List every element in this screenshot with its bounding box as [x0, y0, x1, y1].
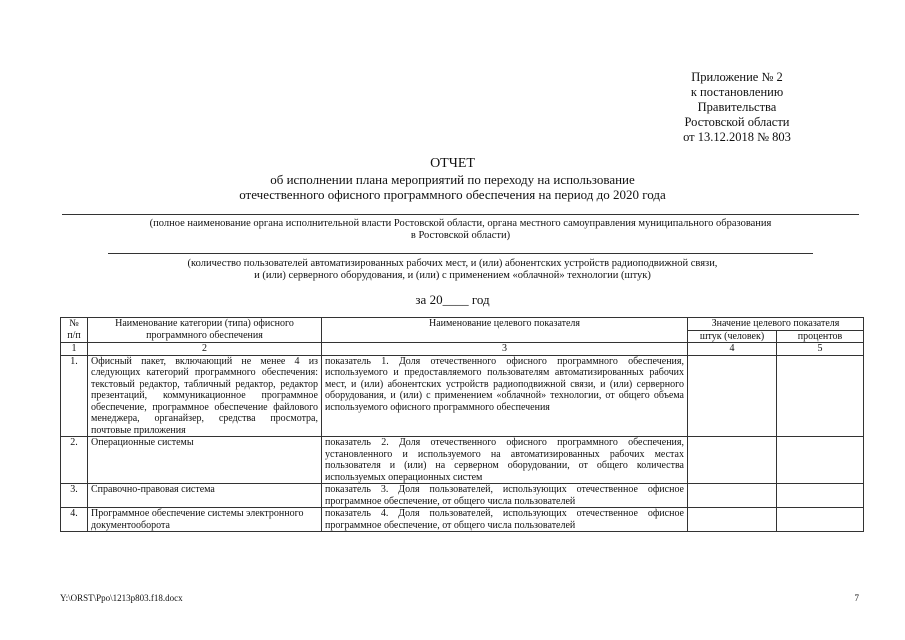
row-num: 2. [61, 437, 88, 484]
column-number: 2 [88, 343, 322, 356]
table-row [61, 484, 864, 508]
org-name-note [62, 218, 859, 242]
org-note-line2: в Ростовской области) [410, 230, 511, 241]
user-count-note [80, 258, 825, 282]
row-num: 4. [61, 508, 88, 532]
header-num: № п/п [61, 318, 88, 343]
row-category: Операционные системы [88, 437, 322, 484]
header-indicator: Наименование целевого показателя [322, 318, 688, 343]
row-category: Справочно-правовая система [88, 484, 322, 508]
table-row [61, 355, 864, 437]
header-category: Наименование категории (типа) офисного программного обеспечения [88, 318, 322, 343]
table-row [61, 508, 864, 532]
table-header-row [61, 318, 864, 331]
count-note-line1: (количество пользователей автоматизированных рабочих мест, и (или) абонентских устройств радиоподвижной связи, [187, 258, 718, 269]
report-subtitle-line2: отечественного офисного программного обеспечения на период до 2020 года [239, 187, 666, 202]
report-subtitle-line1: об исполнении плана мероприятий по переходу на использование [270, 172, 635, 187]
row-percent-value [777, 355, 864, 437]
footer-page-number: 7 [854, 593, 859, 603]
column-number-row [61, 343, 864, 356]
column-number: 3 [322, 343, 688, 356]
row-units-value [688, 355, 777, 437]
appendix-line: к постановлению [690, 85, 784, 99]
table-row [61, 437, 864, 484]
report-year: за 20____ год [415, 292, 490, 307]
column-number: 1 [61, 343, 88, 356]
row-indicator: показатель 4. Доля пользователей, использующих отечественное офисное программное обеспечение, от общего числа пользователей [322, 508, 688, 532]
report-table [60, 317, 864, 532]
row-percent-value [777, 508, 864, 532]
org-note-line1: (полное наименование органа исполнительной власти Ростовской области, органа местного самоуправления муниципального образования [149, 218, 772, 229]
row-indicator: показатель 1. Доля отечественного офисного программного обеспечения, используемого и предоставляемого пользователям автоматизированных рабочих мест, и (или) абонентских устройств радиоподвижной связи, и (или) серверного оборудования, и (или) с применением «облачной» технологии, от общего объема используемого офисного программного обеспечения [322, 355, 688, 437]
report-title: ОТЧЕТ [430, 156, 475, 171]
appendix-block [667, 70, 807, 145]
count-note-line2: и (или) серверного оборудования, и (или) с применением «облачной» технологии (штук) [254, 270, 651, 281]
footer-file-path: Y:\ORST\Ppo\1213p803.f18.docx [60, 593, 183, 603]
row-category: Офисный пакет, включающий не менее 4 из следующих категорий программного обеспечения: текстовый редактор, табличный редактор, редактор презентаций, коммуникационное программное обеспечение, программное обеспечение файлового менеджера, органайзер, средства просмотра, почтовые приложения [88, 355, 322, 437]
appendix-line: Ростовской области [684, 115, 790, 129]
appendix-line: от 13.12.2018 № 803 [683, 130, 791, 144]
row-num: 1. [61, 355, 88, 437]
row-category: Программное обеспечение системы электронного документооборота [88, 508, 322, 532]
appendix-line: Приложение № 2 [691, 70, 783, 84]
user-count-line [108, 253, 813, 254]
header-units: штук (человек) [688, 330, 777, 343]
header-value: Значение целевого показателя [688, 318, 864, 331]
row-indicator: показатель 2. Доля отечественного офисного программного обеспечения, установленного и используемого на автоматизированных рабочих местах пользователя и (или) на серверном оборудовании, от общего количества используемых операционных систем [322, 437, 688, 484]
row-percent-value [777, 437, 864, 484]
row-units-value [688, 484, 777, 508]
row-units-value [688, 437, 777, 484]
row-percent-value [777, 484, 864, 508]
row-num: 3. [61, 484, 88, 508]
row-units-value [688, 508, 777, 532]
appendix-line: Правительства [697, 100, 777, 114]
header-percent: процентов [777, 330, 864, 343]
column-number: 4 [688, 343, 777, 356]
column-number: 5 [777, 343, 864, 356]
org-name-line [62, 214, 859, 215]
row-indicator: показатель 3. Доля пользователей, использующих отечественное офисное программное обеспечение, от общего числа пользователей [322, 484, 688, 508]
